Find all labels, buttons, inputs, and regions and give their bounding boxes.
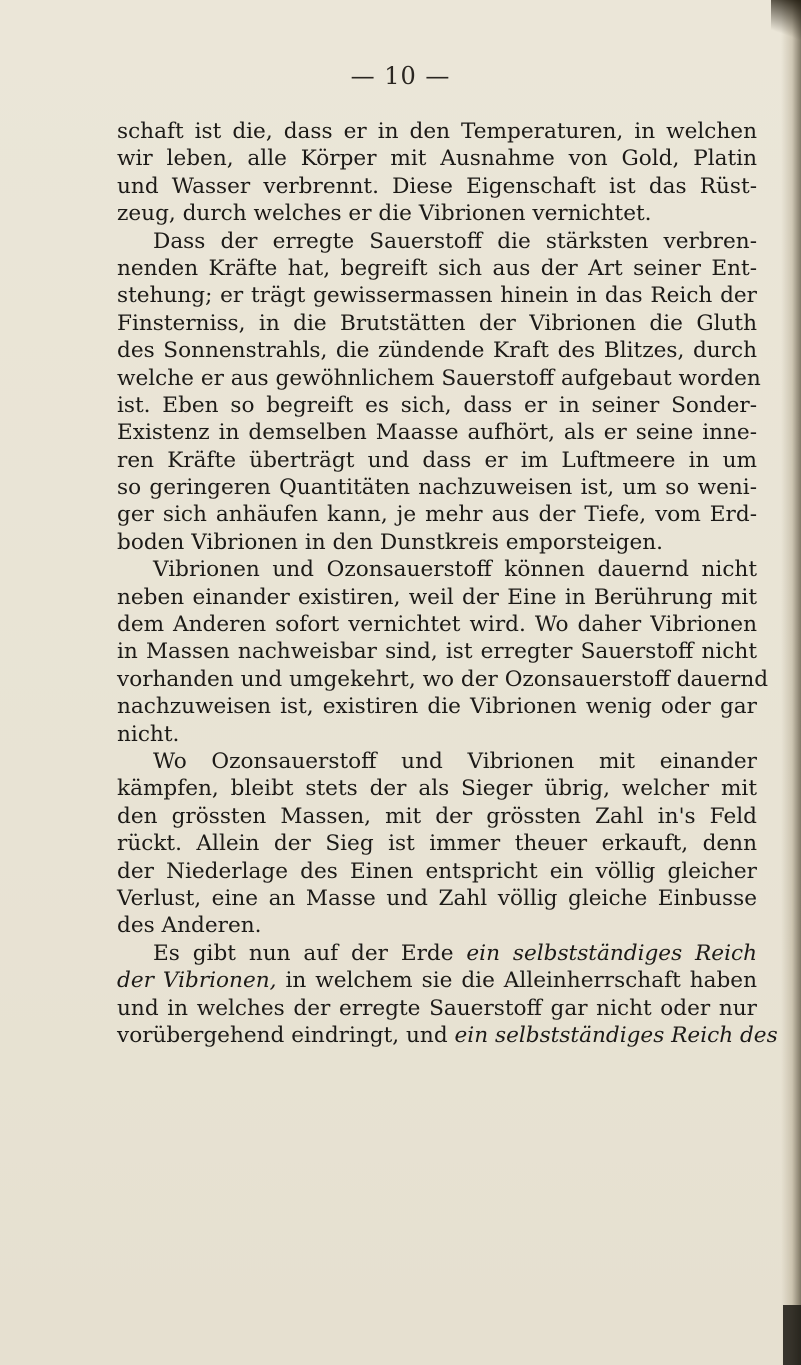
italic-text-span: der Vibrionen, xyxy=(117,968,277,994)
text-line: in Massen nachweisbar sind, ist erregter Sauerstoff nicht xyxy=(117,639,757,665)
text-line: und in welches der erregte Sauerstoff gar nicht oder nur xyxy=(117,995,757,1021)
text-line: Verlust, eine an Masse und Zahl völlig gleiche Einbusse xyxy=(117,885,757,911)
paragraph-start-line: Wo Ozonsauerstoff und Vibrionen mit einander xyxy=(153,748,757,774)
text-line: ist. Eben so begreift es sich, dass er in seiner Sonder- xyxy=(117,392,757,418)
page-number: — 10 — xyxy=(350,62,451,90)
text-line: kämpfen, bleibt stets der als Sieger übrig, welcher mit xyxy=(117,776,757,802)
text-line: so geringeren Quantitäten nachzuweisen ist, um so weni- xyxy=(117,475,757,501)
text-line: der Niederlage des Einen entspricht ein völlig gleicher xyxy=(117,858,757,884)
paragraph-start-line: Vibrionen und Ozonsauerstoff können dauernd nicht xyxy=(153,557,757,583)
text-line: zeug, durch welches er die Vibrionen vernichtet. xyxy=(117,201,652,227)
text-line: boden Vibrionen in den Dunstkreis emporsteigen. xyxy=(117,529,664,555)
text-line: und Wasser verbrennt. Diese Eigenschaft ist das Rüst- xyxy=(117,173,757,199)
italic-text-span: ein selbstständiges Reich xyxy=(466,940,757,966)
text-line: nenden Kräfte hat, begreift sich aus der Art seiner Ent- xyxy=(117,255,757,281)
page-corner-shadow xyxy=(771,0,801,40)
text-line: Existenz in demselben Maasse aufhört, als er seine inne- xyxy=(117,420,757,446)
page-corner-dark xyxy=(783,1305,801,1365)
text-line: nachzuweisen ist, existiren die Vibrionen wenig oder gar xyxy=(117,694,757,720)
text-line: rückt. Allein der Sieg ist immer theuer erkauft, denn xyxy=(117,831,757,857)
text-line: schaft ist die, dass er in den Temperaturen, in welchen xyxy=(117,119,757,144)
text-line: welche er aus gewöhnlichem Sauerstoff aufgebaut worden xyxy=(117,365,761,391)
text-line: wir leben, alle Körper mit Ausnahme von Gold, Platin xyxy=(117,146,757,172)
text-span: vorübergehend eindringt, und xyxy=(117,1022,455,1048)
text-line: nicht. xyxy=(117,721,180,747)
text-span: in welchem sie die Alleinherrschaft haben xyxy=(276,968,757,994)
text-line xyxy=(117,1022,778,1049)
text-line: den grössten Massen, mit der grössten Zahl in's Feld xyxy=(117,803,757,829)
text-line: vorhanden und umgekehrt, wo der Ozonsauerstoff dauernd xyxy=(117,666,769,692)
paragraph-start-line: Dass der erregte Sauerstoff die stärksten verbren- xyxy=(153,228,757,254)
text-line: dem Anderen sofort vernichtet wird. Wo daher Vibrionen xyxy=(117,612,757,638)
paragraph-start-line xyxy=(117,940,757,967)
text-line: ger sich anhäufen kann, je mehr aus der Tiefe, vom Erd- xyxy=(117,502,757,528)
text-line: des Sonnenstrahls, die zündende Kraft des Blitzes, durch xyxy=(117,338,757,364)
page-edge-shadow xyxy=(781,0,801,1365)
italic-text-span: ein selbstständiges Reich des xyxy=(454,1022,778,1048)
body-text xyxy=(117,118,778,1049)
text-line: des Anderen. xyxy=(117,913,262,939)
text-span: Es gibt nun auf der Erde xyxy=(153,940,467,966)
text-line: stehung; er trägt gewissermassen hinein in das Reich der xyxy=(117,283,757,309)
text-line xyxy=(117,967,757,994)
text-line: ren Kräfte überträgt und dass er im Luftmeere in um xyxy=(117,447,757,473)
text-line: Finsterniss, in die Brutstätten der Vibrionen die Gluth xyxy=(117,310,757,336)
text-line: neben einander existiren, weil der Eine in Berührung mit xyxy=(117,584,757,610)
